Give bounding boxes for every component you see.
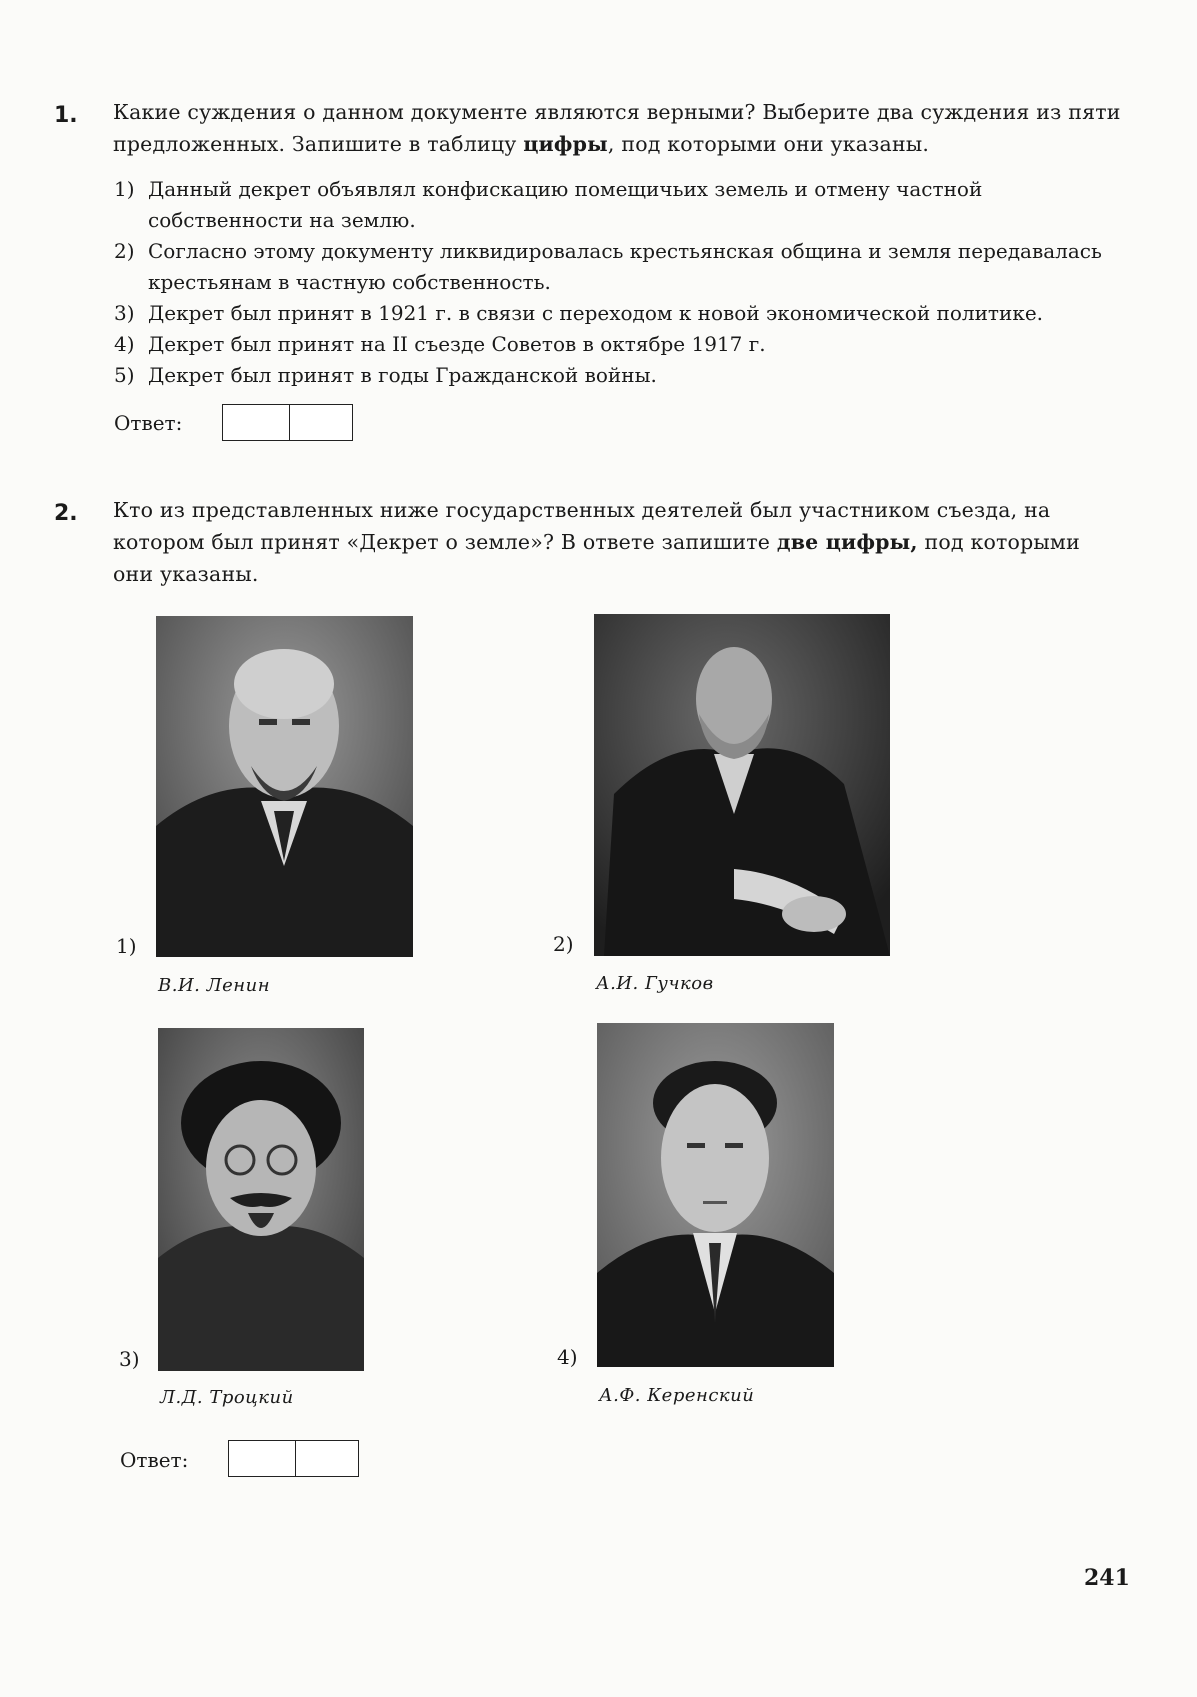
option-3: 3) Декрет был принят в 1921 г. в связи с переходом к новой экономической политике. [114, 301, 1044, 325]
option-4: 4) Декрет был принят на II съезде Советов в октябре 1917 г. [114, 332, 766, 356]
answer-cell-1a[interactable] [223, 405, 290, 440]
portrait-4-caption: А.Ф. Керенский [599, 1385, 755, 1406]
answer-box-2[interactable] [228, 1440, 359, 1477]
portrait-3-number: 3) [119, 1347, 140, 1371]
question-1-text: Какие суждения о данном документе являются верными? Выберите два суждения из пяти предложенных. Запишите в таблицу цифры, под которыми они указаны. [113, 100, 1121, 156]
answer-box-1[interactable] [222, 404, 353, 441]
portrait-4-number: 4) [557, 1345, 578, 1369]
portrait-trotsky-icon [158, 1028, 364, 1371]
answer-cell-1b[interactable] [290, 405, 352, 440]
question-2-number: 2. [54, 501, 78, 526]
option-1: 1) Данный декрет объявлял конфискацию помещичьих земель и отмену частной собственности на землю. [114, 177, 983, 232]
portrait-1-number: 1) [116, 934, 137, 958]
page-number: 241 [1084, 1565, 1130, 1591]
portrait-2-number: 2) [553, 932, 574, 956]
answer-cell-2a[interactable] [229, 1441, 296, 1476]
portrait-guchkov-icon [594, 614, 890, 956]
answer-label-1: Ответ: [114, 411, 183, 435]
portrait-lenin-icon [156, 616, 413, 957]
question-2-text: Кто из представленных ниже государственных деятелей был участником съезда, на котором был принят «Декрет о земле»? В ответе запишите две цифры, под которыми они указаны. [113, 498, 1080, 586]
option-2: 2) Согласно этому документу ликвидировалась крестьянская община и земля передавалась крестьянам в частную собственность. [114, 239, 1102, 294]
portrait-kerensky-icon [597, 1023, 834, 1367]
portrait-2-caption: А.И. Гучков [596, 973, 714, 994]
option-5: 5) Декрет был принят в годы Гражданской войны. [114, 363, 657, 387]
answer-label-2: Ответ: [120, 1448, 189, 1472]
portrait-1-caption: В.И. Ленин [158, 975, 271, 996]
answer-cell-2b[interactable] [296, 1441, 358, 1476]
question-1-options [114, 174, 1124, 391]
question-1-number: 1. [54, 103, 78, 128]
portrait-3-caption: Л.Д. Троцкий [160, 1387, 294, 1408]
